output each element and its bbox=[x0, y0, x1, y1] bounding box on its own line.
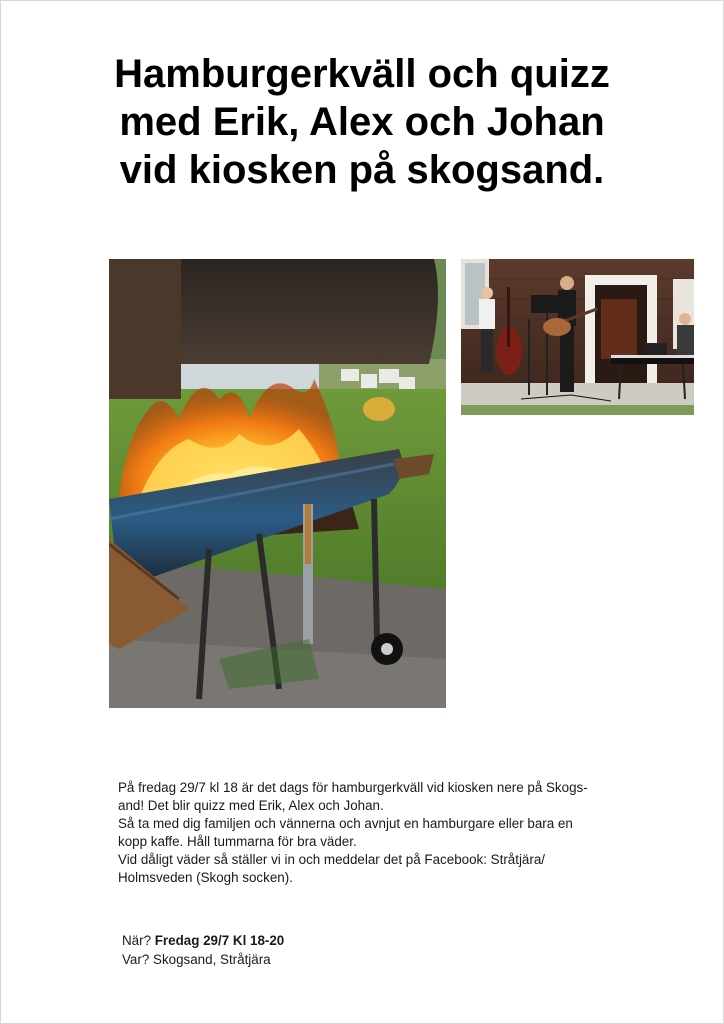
poster-title bbox=[20, 50, 704, 194]
event-details bbox=[122, 931, 522, 969]
where-row bbox=[122, 950, 522, 969]
description-line: Så ta med dig familjen och vännerna och avnjut en hamburgare eller bara en bbox=[118, 816, 573, 831]
grill-photo bbox=[109, 259, 446, 708]
when-label: När? bbox=[122, 933, 155, 948]
description-line: Holmsveden (Skogh socken). bbox=[118, 870, 293, 885]
when-value: Fredag 29/7 Kl 18-20 bbox=[154, 933, 285, 948]
description-line: Vid dåligt väder så ställer vi in och meddelar det på Facebook: Stråtjära/ bbox=[118, 852, 545, 867]
title-line-2: med Erik, Alex och Johan bbox=[119, 100, 605, 144]
title-line-1: Hamburgerkväll och quizz bbox=[114, 52, 610, 96]
where-value: Skogsand, Stråtjära bbox=[153, 952, 271, 967]
description-line: and! Det blir quizz med Erik, Alex och Johan. bbox=[118, 798, 384, 813]
event-description bbox=[118, 779, 638, 887]
where-label: Var? bbox=[122, 952, 154, 967]
when-row bbox=[122, 931, 522, 950]
description-line: På fredag 29/7 kl 18 är det dags för hamburgerkväll vid kiosken nere på Skogs- bbox=[118, 780, 588, 795]
title-line-3: vid kiosken på skogsand. bbox=[119, 148, 605, 192]
description-line: kopp kaffe. Håll tummarna för bra väder. bbox=[118, 834, 357, 849]
band-photo bbox=[461, 259, 694, 415]
